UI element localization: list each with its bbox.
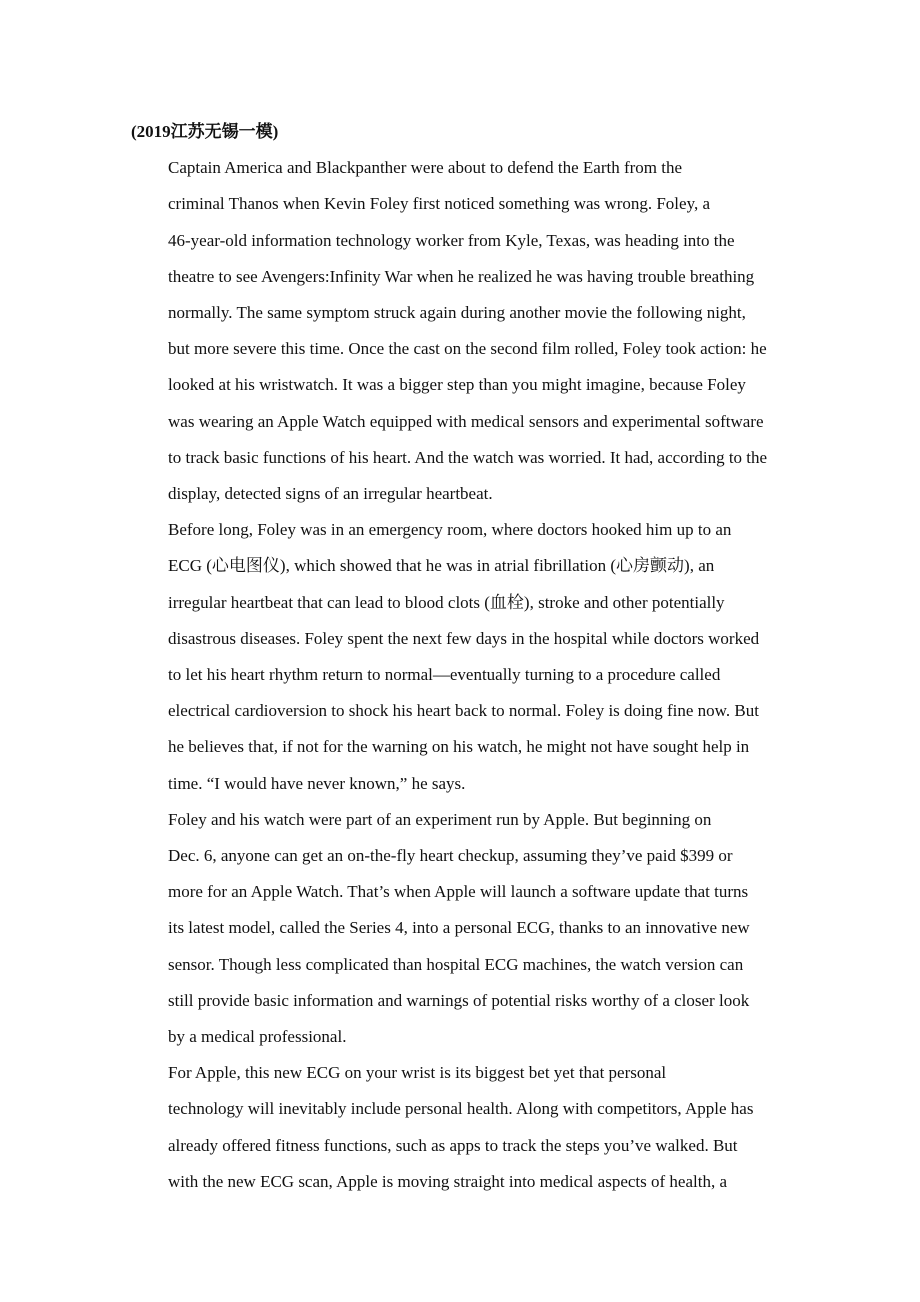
text-line: technology will inevitably include personal health. Along with competitors, Apple has: [168, 1099, 754, 1119]
paragraph-1: [131, 150, 791, 512]
text-line: disastrous diseases. Foley spent the next few days in the hospital while doctors worked: [168, 628, 760, 648]
text-line: criminal Thanos when Kevin Foley first noticed something was wrong. Foley, a: [168, 194, 711, 214]
text-line: irregular heartbeat that can lead to blood clots (血栓), stroke and other potentially: [168, 592, 725, 612]
text-line: Before long, Foley was in an emergency room, where doctors hooked him up to an: [168, 520, 732, 540]
text-line: he believes that, if not for the warning on his watch, he might not have sought help in: [168, 737, 750, 757]
paragraph-2: [131, 512, 791, 802]
text-line: to let his heart rhythm return to normal—eventually turning to a procedure called: [168, 665, 721, 685]
text-line: ECG (心电图仪), which showed that he was in atrial fibrillation (心房颤动), an: [168, 556, 715, 576]
text-line: already offered fitness functions, such as apps to track the steps you’ve walked. But: [168, 1135, 738, 1155]
text-line: 46-year-old information technology worker from Kyle, Texas, was heading into the: [168, 230, 735, 250]
text-line: Foley and his watch were part of an experiment run by Apple. But beginning on: [168, 809, 712, 829]
text-line: For Apple, this new ECG on your wrist is its biggest bet yet that personal: [168, 1063, 667, 1083]
text-line: with the new ECG scan, Apple is moving straight into medical aspects of health, a: [168, 1171, 727, 1191]
text-line: its latest model, called the Series 4, into a personal ECG, thanks to an innovative new: [168, 918, 750, 938]
paragraph-3: [131, 802, 791, 1055]
text-line: Captain America and Blackpanther were about to defend the Earth from the: [168, 158, 683, 178]
text-line: to track basic functions of his heart. And the watch was worried. It had, according to the: [168, 447, 768, 467]
text-line: time. “I would have never known,” he says.: [168, 773, 466, 793]
text-line: but more severe this time. Once the cast on the second film rolled, Foley took action: he: [168, 339, 767, 359]
text-line: by a medical professional.: [168, 1027, 347, 1047]
text-line: still provide basic information and warnings of potential risks worthy of a closer look: [168, 990, 750, 1010]
text-line: display, detected signs of an irregular heartbeat.: [168, 484, 493, 504]
text-line: normally. The same symptom struck again during another movie the following night,: [168, 303, 746, 323]
text-line: looked at his wristwatch. It was a bigger step than you might imagine, because Foley: [168, 375, 746, 395]
text-line: more for an Apple Watch. That’s when Apple will launch a software update that turns: [168, 882, 749, 902]
text-line: electrical cardioversion to shock his heart back to normal. Foley is doing fine now. But: [168, 701, 759, 721]
text-line: Dec. 6, anyone can get an on-the-fly heart checkup, assuming they’ve paid $399 or: [168, 846, 733, 866]
text-line: was wearing an Apple Watch equipped with medical sensors and experimental software: [168, 411, 764, 431]
text-line: sensor. Though less complicated than hospital ECG machines, the watch version can: [168, 954, 744, 974]
text-line: theatre to see Avengers:Infinity War when he realized he was having trouble breathing: [168, 266, 755, 286]
document-body: [131, 114, 791, 1200]
source-heading: (2019江苏无锡一模): [131, 122, 279, 141]
paragraph-4: [131, 1055, 791, 1200]
